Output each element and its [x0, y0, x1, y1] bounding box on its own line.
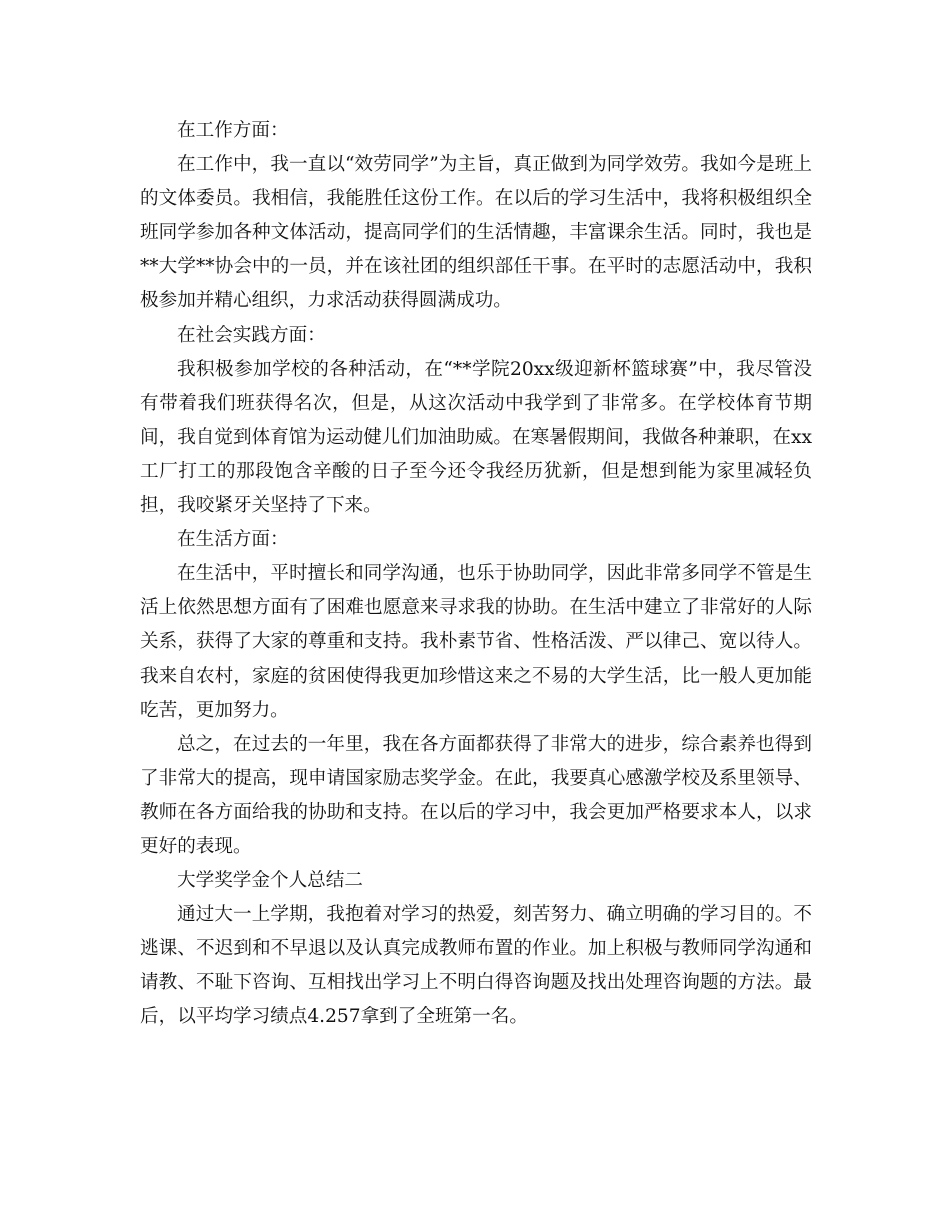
paragraph-conclusion: 总之，在过去的一年里，我在各方面都获得了非常大的进步，综合素养也得到了非常大的提高，现申请国家励志奖学金。在此，我要真心感激学校及系里领导、教师在各方面给我的协助和支持。在以后的学习中，我会更加严格要求本人，以求更好的表现。 [140, 733, 812, 857]
section-heading-work: 在工作方面： [177, 120, 289, 141]
paragraph-study: 通过大一上学期，我抱着对学习的热爱，刻苦努力、确立明确的学习目的。不逃课、不迟到和不早退以及认真完成教师布置的作业。加上积极与教师同学沟通和请教、不耻下咨询、互相找出学习上不明白得咨询题及找出处理咨询题的方法。最后，以平均学习绩点4.257拿到了全班第一名。 [140, 904, 812, 1028]
section-heading-social-practice: 在社会实践方面： [177, 324, 326, 346]
section-heading-summary-two: 大学奖学金个人总结二 [177, 870, 363, 892]
document-body [140, 114, 812, 1035]
section-heading-life: 在生活方面： [177, 529, 289, 551]
paragraph-life: 在生活中，平时擅长和同学沟通，也乐于协助同学，因此非常多同学不管是生活上依然思想方面有了困难也愿意来寻求我的协助。在生活中建立了非常好的人际关系，获得了大家的尊重和支持。我朴素节省、性格活泼、严以律己、宽以待人。我来自农村，家庭的贫困使得我更加珍惜这来之不易的大学生活，比一般人更加能吃苦，更加努力。 [140, 563, 812, 721]
paragraph-social-practice: 我积极参加学校的各种活动，在“**学院20xx级迎新杯篮球赛”中，我尽管没有带着我们班获得名次，但是，从这次活动中我学到了非常多。在学校体育节期间，我自觉到体育馆为运动健儿们加油助威。在寒暑假期间，我做各种兼职，在xx工厂打工的那段饱含辛酸的日子至今还令我经历犹新，但是想到能为家里减轻负担，我咬紧牙关坚持了下来。 [140, 358, 812, 517]
paragraph-work: 在工作中，我一直以“效劳同学”为主旨，真正做到为同学效劳。我如今是班上的文体委员。我相信，我能胜任这份工作。在以后的学习生活中，我将积极组织全班同学参加各种文体活动，提高同学们的生活情趣，丰富课余生活。同时，我也是**大学**协会中的一员，并在该社团的组织部任干事。在平时的志愿活动中，我积极参加并精心组织，力求活动获得圆满成功。 [140, 154, 812, 312]
